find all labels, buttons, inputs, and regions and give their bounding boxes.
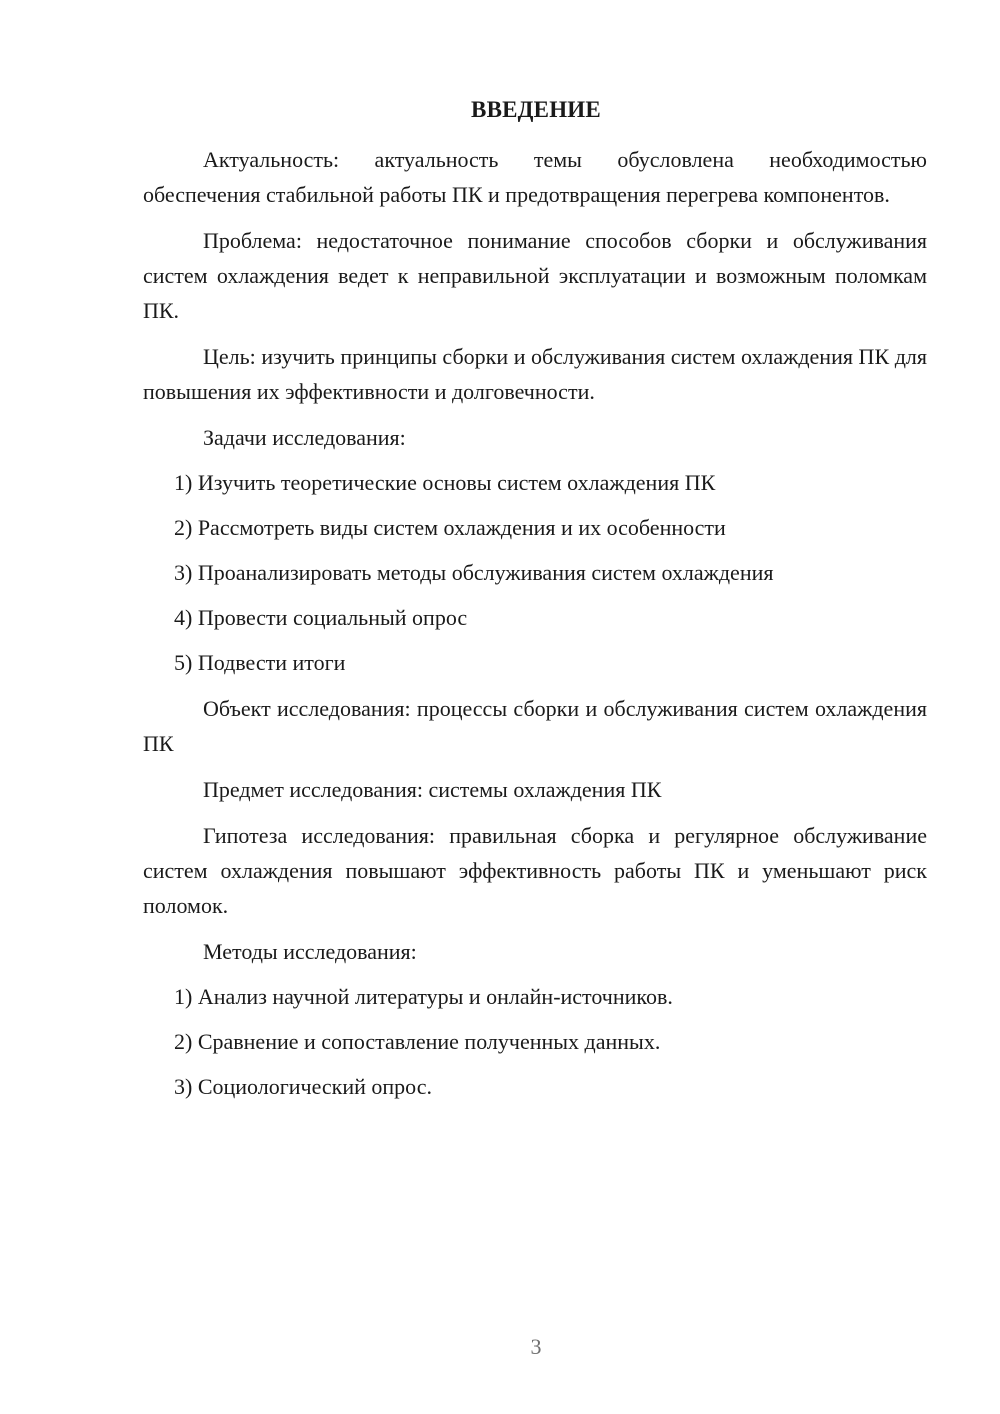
methods-list <box>143 979 927 1104</box>
methods-heading: Методы исследования: <box>203 939 417 964</box>
list-item: 3) Социологический опрос. <box>174 1074 432 1099</box>
tasks-heading: Задачи исследования: <box>203 425 406 450</box>
list-item: 1) Изучить теоретические основы систем охлаждения ПК <box>174 470 716 495</box>
page-title: ВВЕДЕНИЕ <box>471 97 601 122</box>
document-body <box>143 142 927 1115</box>
paragraph-problem: Проблема: недостаточное понимание способов сборки и обслуживания систем охлаждения ведет к неправильной эксплуатации и возможным поломкам ПК. <box>143 228 927 323</box>
list-item: 5) Подвести итоги <box>174 650 346 675</box>
list-item: 2) Рассмотреть виды систем охлаждения и их особенности <box>174 515 726 540</box>
paragraph-hypothesis: Гипотеза исследования: правильная сборка и регулярное обслуживание систем охлаждения повышают эффективность работы ПК и уменьшают риск поломок. <box>143 823 927 918</box>
paragraph-goal: Цель: изучить принципы сборки и обслуживания систем охлаждения ПК для повышения их эффективности и долговечности. <box>143 344 927 404</box>
tasks-list <box>143 465 927 680</box>
list-item: 3) Проанализировать методы обслуживания систем охлаждения <box>174 560 774 585</box>
list-item: 4) Провести социальный опрос <box>174 605 468 630</box>
paragraph-object: Объект исследования: процессы сборки и обслуживания систем охлаждения ПК <box>143 696 927 756</box>
page-number: 3 <box>530 1334 542 1359</box>
paragraph-subject: Предмет исследования: системы охлаждения ПК <box>203 777 662 802</box>
paragraph-relevance: Актуальность: актуальность темы обусловлена необходимостью обеспечения стабильной работы ПК и предотвращения перегрева компонентов. <box>143 147 927 207</box>
list-item: 1) Анализ научной литературы и онлайн-источников. <box>174 984 673 1009</box>
list-item: 2) Сравнение и сопоставление полученных данных. <box>174 1029 661 1054</box>
